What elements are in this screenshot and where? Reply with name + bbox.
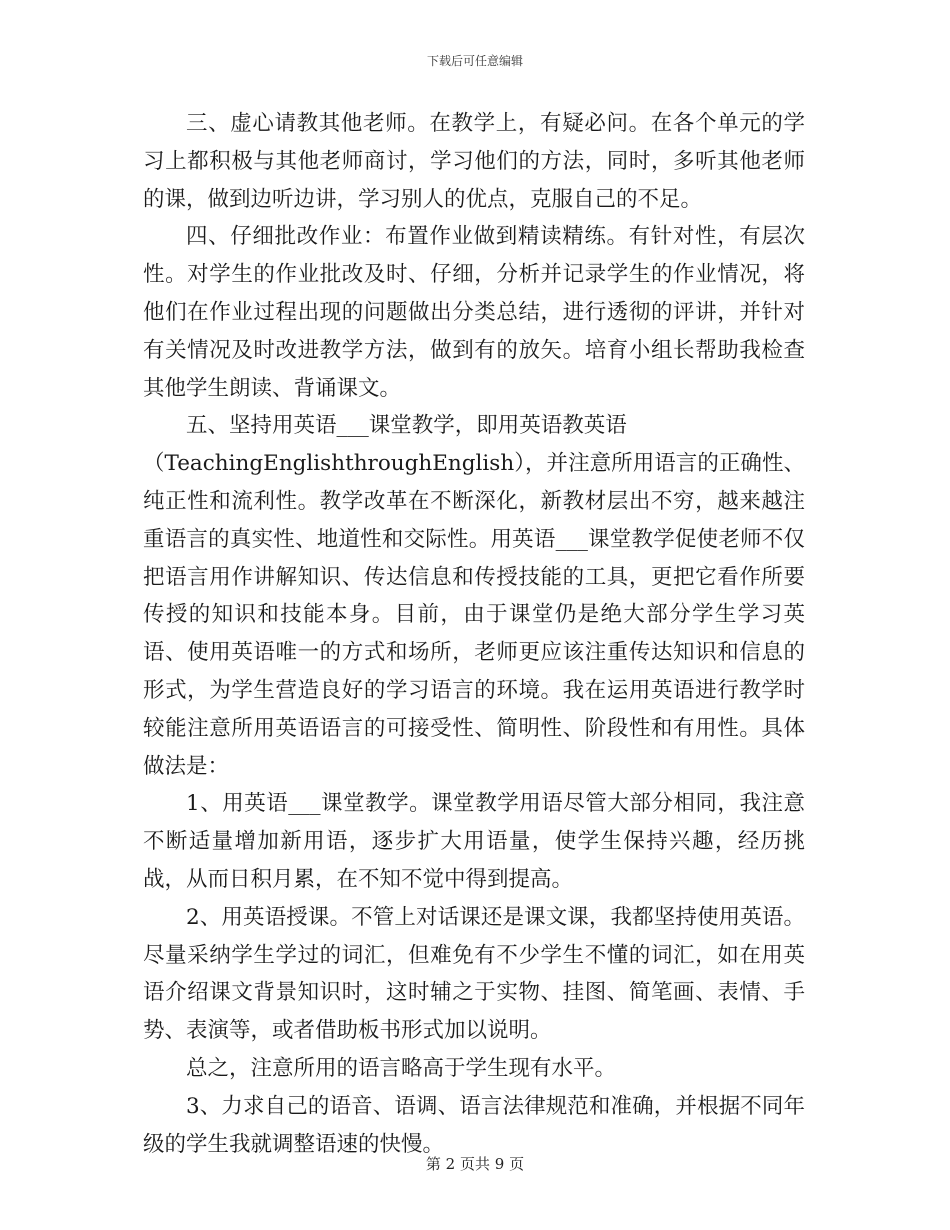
paragraph-consult-teachers: 三、虚心请教其他老师。在教学上，有疑必问。在各个单元的学习上都积极与其他老师商讨，学习他们的方法，同时，多听其他老师的课，做到边听边讲，学习别人的优点，克服自己的不足。 — [143, 111, 805, 212]
paragraph-item-1: 1、用英语___课堂教学。课堂教学用语尽管大部分相同，我注意不断适量增加新用语，逐步扩大用语量，使学生保持兴趣，经历挑战，从而日积月累，在不知不觉中得到提高。 — [143, 791, 805, 892]
paragraph-teach-in-english: 五、坚持用英语___课堂教学，即用英语教英语 — [186, 413, 627, 439]
paragraph-teaching-english-through-english: （TeachingEnglishthroughEnglish），并注意所用语言的正确性、纯正性和流利性。教学改革在不断深化，新教材层出不穷，越来越注重语言的真实性、地道性和交际性。用英语___课堂教学促使老师不仅把语言用作讲解知识、传达信息和传授技能的工具，更把它看作所要传授的知识和技能本身。目前，由于课堂仍是绝大部分学生学习英语、使用英语唯一的方式和场所，老师更应该注重传达知识和信息的形式，为学生营造良好的学习语言的环境。我在运用英语进行教学时较能注意所用英语语言的可接受性、简明性、阶段性和有用性。具体做法是： — [143, 451, 805, 779]
document-body — [143, 105, 805, 1163]
page-header: 下载后可任意编辑 — [426, 54, 523, 68]
page-number: 第 2 页共 9 页 — [425, 1155, 525, 1173]
paragraph-summary: 总之，注意所用的语言略高于学生现有水平。 — [186, 1055, 617, 1081]
paragraph-grade-homework: 四、仔细批改作业：布置作业做到精读精练。有针对性，有层次性。对学生的作业批改及时、仔细，分析并记录学生的作业情况，将他们在作业过程出现的问题做出分类总结，进行透彻的评讲，并针对有关情况及时改进教学方法，做到有的放矢。培育小组长帮助我检查其他学生朗读、背诵课文。 — [143, 224, 805, 401]
paragraph-item-2: 2、用英语授课。不管上对话课还是课文课，我都坚持使用英语。尽量采纳学生学过的词汇，但难免有不少学生不懂的词汇，如在用英语介绍课文背景知识时，这时辅之于实物、挂图、简笔画、表情、手势、表演等，或者借助板书形式加以说明。 — [143, 904, 805, 1044]
paragraph-item-3: 3、力求自己的语音、语调、语言法律规范和准确，并根据不同年级的学生我就调整语速的快慢。 — [143, 1093, 805, 1157]
